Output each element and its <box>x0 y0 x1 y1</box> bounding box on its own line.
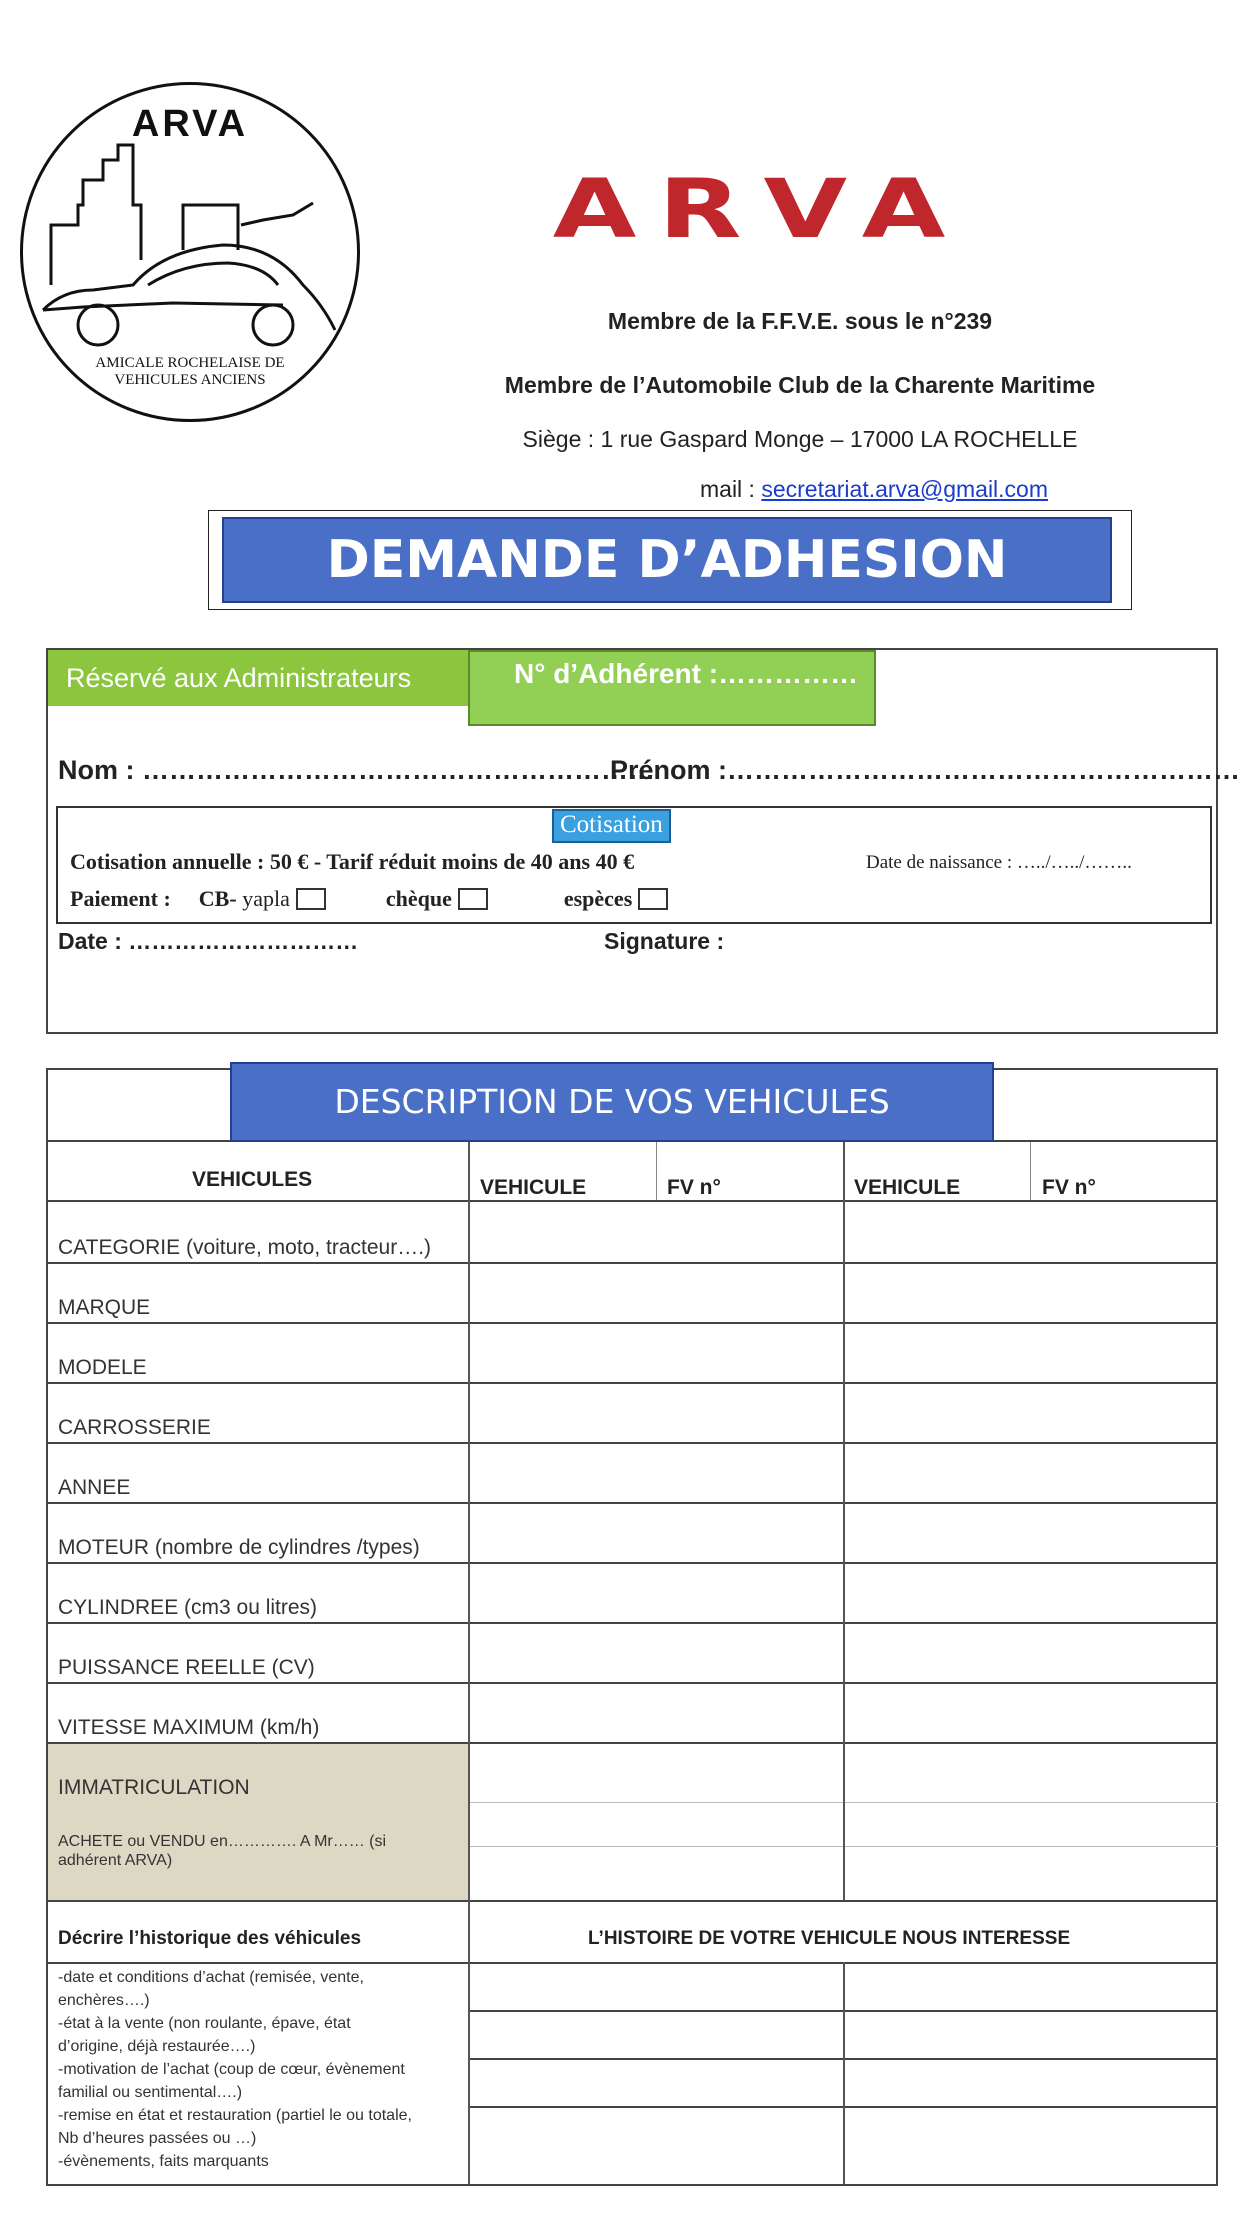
history-item: Nb d’heures passées ou …) <box>58 2130 257 2147</box>
row-label-puissance: PUISSANCE REELLE (CV) <box>58 1656 315 1679</box>
logo-subtitle-line2: VEHICULES ANCIENS <box>114 372 266 388</box>
col-head-fv-1: FV n° <box>667 1176 721 1199</box>
divider <box>48 2184 1218 2186</box>
row-label-categorie: CATEGORIE (voiture, moto, tracteur….) <box>58 1236 432 1259</box>
history-title: L’HISTOIRE DE VOTRE VEHICULE NOUS INTERESSE <box>588 1928 1071 1949</box>
column-divider <box>468 1142 470 2184</box>
divider <box>48 1622 1218 1624</box>
payment-cb-checkbox[interactable] <box>296 888 326 910</box>
column-divider <box>1030 1142 1031 1200</box>
history-item: -évènements, faits marquants <box>58 2153 269 2170</box>
mail-label: mail : <box>700 476 762 502</box>
divider <box>48 1682 1218 1684</box>
row-label-annee: ANNEE <box>58 1476 131 1499</box>
row-label-carrosserie: CARROSSERIE <box>58 1416 211 1439</box>
cotisation-annual-text: Cotisation annuelle : 50 € - Tarif réduit moins de 40 ans 40 € <box>70 849 635 874</box>
admin-reserved-banner: Réservé aux Administrateurs <box>48 650 468 706</box>
nom-field[interactable]: Nom : ………………………………………………… <box>58 755 655 785</box>
history-item: -remise en état et restauration (partiel le ou totale, <box>58 2107 412 2124</box>
divider <box>48 1200 1218 1202</box>
logo-title: ARVA <box>131 103 249 145</box>
divider <box>48 1322 1218 1324</box>
row-label-marque: MARQUE <box>58 1296 151 1319</box>
achete-line1: ACHETE ou VENDU en…………. A Mr…… (si <box>58 1833 387 1850</box>
automobile-club-membership: Membre de l’Automobile Club de la Charente Maritime <box>504 372 1096 398</box>
history-item: -date et conditions d’achat (remisée, vente, <box>58 1969 364 1986</box>
divider <box>48 1562 1218 1564</box>
history-label: Décrire l’historique des véhicules <box>58 1928 362 1949</box>
mail-line <box>700 476 1048 503</box>
divider <box>48 1442 1218 1444</box>
history-item: -état à la vente (non roulante, épave, état <box>58 2015 351 2032</box>
date-field[interactable]: Date : ………………………… <box>58 928 359 954</box>
signature-field[interactable]: Signature : <box>604 928 725 954</box>
history-item: -motivation de l’achat (coup de cœur, évènement <box>58 2061 405 2078</box>
history-item: enchères….) <box>58 1992 150 2009</box>
col-head-vehicule-1: VEHICULE <box>480 1176 587 1199</box>
payment-especes-checkbox[interactable] <box>638 888 668 910</box>
col-head-vehicule-2: VEHICULE <box>854 1176 961 1199</box>
prenom-field[interactable]: Prénom :………………………………………………… <box>610 755 1241 785</box>
ffve-membership: Membre de la F.F.V.E. sous le n°239 <box>607 308 993 334</box>
payment-row <box>70 886 668 912</box>
column-divider <box>656 1142 657 1200</box>
history-item: d’origine, déjà restaurée….) <box>58 2038 256 2055</box>
club-logo <box>20 82 360 422</box>
row-label-moteur: MOTEUR (nombre de cylindres /types) <box>58 1536 420 1559</box>
birth-date-field[interactable]: Date de naissance : …../…../…….. <box>866 852 1132 873</box>
row-label-vitesse: VITESSE MAXIMUM (km/h) <box>58 1716 320 1739</box>
cotisation-label: Cotisation <box>552 809 671 843</box>
payment-cheque-label: chèque <box>385 886 452 911</box>
divider <box>48 1742 1218 1744</box>
divider <box>48 1502 1218 1504</box>
divider <box>48 1900 1218 1902</box>
divider <box>48 1962 1218 1964</box>
row-label-modele: MODELE <box>58 1356 147 1379</box>
column-divider <box>843 1962 845 2184</box>
payment-cheque-checkbox[interactable] <box>458 888 488 910</box>
mail-link[interactable]: secretariat.arva@gmail.com <box>761 476 1049 502</box>
row-label-achete <box>58 1832 386 1870</box>
col-head-vehicules: VEHICULES <box>192 1168 313 1191</box>
payment-especes-label: espèces <box>563 886 633 911</box>
logo-subtitle <box>23 355 357 389</box>
col-head-fv-2: FV n° <box>1042 1176 1096 1199</box>
member-number-field[interactable]: N° d’Adhérent :…………… <box>468 650 876 726</box>
row-label-immatriculation: IMMATRICULATION <box>58 1776 250 1799</box>
vehicles-section-title: DESCRIPTION DE VOS VEHICULES <box>230 1062 994 1142</box>
payment-label: Paiement : <box>70 886 171 911</box>
form-title: DEMANDE D’ADHESION <box>222 517 1112 603</box>
row-label-cylindree: CYLINDREE (cm3 ou litres) <box>58 1596 318 1619</box>
column-divider <box>843 1142 845 1900</box>
logo-subtitle-line1: AMICALE ROCHELAISE DE <box>95 355 285 371</box>
brand-title: ARVA <box>552 162 968 257</box>
history-item: familial ou sentimental….) <box>58 2084 243 2101</box>
history-instructions <box>58 1966 458 2173</box>
payment-cb-label: CB- yapla <box>198 886 290 911</box>
divider <box>48 1382 1218 1384</box>
immatriculation-highlight <box>48 1742 468 1900</box>
divider <box>48 1262 1218 1264</box>
achete-line2: adhérent ARVA) <box>58 1852 173 1869</box>
address-line: Siège : 1 rue Gaspard Monge – 17000 LA ROCHELLE <box>522 426 1078 452</box>
